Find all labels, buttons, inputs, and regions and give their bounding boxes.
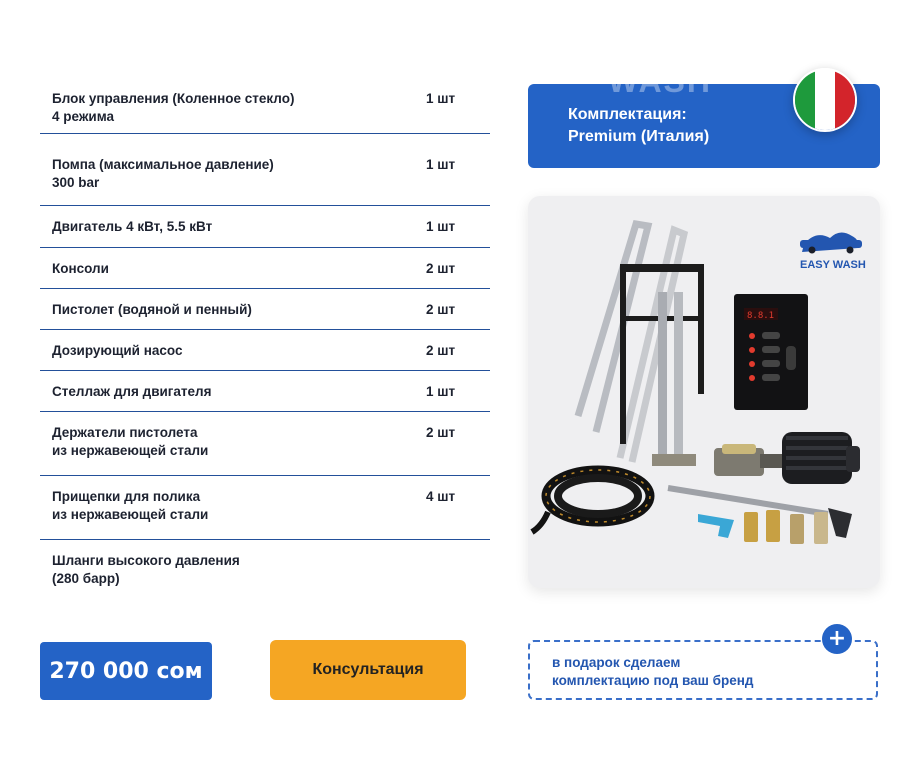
logo-text: EASY WASH	[800, 259, 866, 271]
italy-flag-icon	[793, 68, 857, 132]
spec-qty: 2 шт	[426, 425, 456, 440]
spec-qty: 2 шт	[426, 343, 456, 358]
spec-name: Пистолет (водяной и пенный)	[52, 302, 252, 317]
gift-offer-box: в подарок сделаем комплектацию под ваш бренд	[528, 640, 878, 700]
spec-name: Двигатель 4 кВт, 5.5 кВт	[52, 219, 213, 234]
spec-name: Дозирующий насос	[52, 343, 183, 358]
spec-qty: 1 шт	[426, 219, 456, 234]
spec-row	[40, 476, 490, 540]
spec-qty: 4 шт	[426, 489, 456, 504]
product-photo	[528, 196, 880, 588]
spec-row	[40, 330, 490, 371]
price-badge: 270 000 сом	[40, 642, 212, 700]
spec-name: Прищепки для полика из нержавеющей стали	[52, 489, 209, 522]
spec-row	[40, 371, 490, 412]
spec-list	[40, 78, 490, 600]
ghost-watermark: WASH	[608, 63, 712, 99]
spec-row	[40, 540, 490, 600]
spec-qty: 2 шт	[426, 302, 456, 317]
spec-row	[40, 78, 490, 134]
plus-icon[interactable]: +	[822, 624, 852, 654]
spec-name: Держатели пистолета из нержавеющей стали	[52, 425, 209, 458]
spec-qty: 1 шт	[426, 157, 456, 172]
spec-name: Шланги высокого давления (280 барр)	[52, 553, 240, 586]
spec-name: Консоли	[52, 261, 109, 276]
easy-wash-logo	[800, 232, 866, 271]
spec-row	[40, 289, 490, 330]
spec-name: Блок управления (Коленное стекло) 4 режима	[52, 91, 295, 124]
spec-name: Помпа (максимальное давление) 300 bar	[52, 157, 274, 190]
consultation-button[interactable]: Консультация	[270, 640, 466, 700]
spec-row	[40, 206, 490, 248]
spec-row	[40, 248, 490, 289]
spec-qty: 1 шт	[426, 91, 456, 106]
panel-display: 8.8.1	[747, 311, 775, 321]
spec-name: Стеллаж для двигателя	[52, 384, 212, 399]
equipment-illustration	[528, 196, 880, 588]
kit-title: Комплектация:	[568, 106, 687, 123]
spec-row	[40, 412, 490, 476]
spec-row	[40, 134, 490, 206]
spec-qty: 2 шт	[426, 261, 456, 276]
kit-subtitle: Premium (Италия)	[568, 128, 710, 145]
spec-qty: 1 шт	[426, 384, 456, 399]
